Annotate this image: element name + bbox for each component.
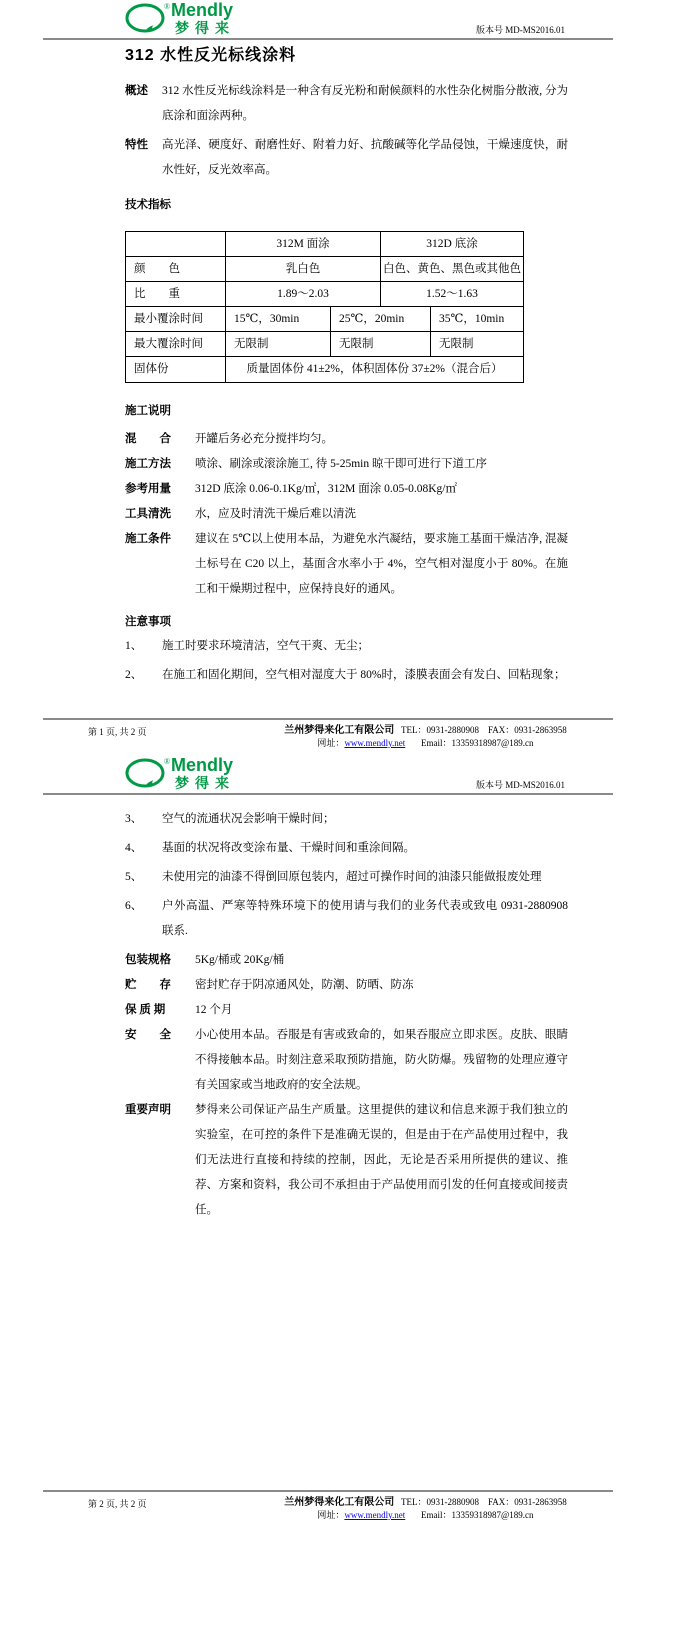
packaging-row (125, 948, 568, 973)
page-number: 第 2 页, 共 2 页 (88, 1499, 147, 1509)
website-link[interactable]: www.mendly.net (344, 1510, 406, 1520)
page-1 (0, 0, 687, 755)
tech-heading: 技术指标 (125, 199, 171, 211)
storage-row (125, 973, 568, 998)
overview-section (125, 79, 568, 129)
website-label: 网址： (317, 738, 345, 748)
mendly-logo (125, 0, 275, 36)
brand-name: Mendly (171, 0, 234, 20)
company-fax: FAX：0931-2863958 (487, 1497, 567, 1507)
max-recoat-15c: 无限制 (226, 332, 331, 356)
min-recoat-label: 最小覆涂时间 (126, 307, 226, 331)
solids-value: 质量固体份 41±2%，体积固体份 37±2%（混合后） (246, 363, 503, 375)
note-item-3 (125, 807, 568, 832)
notes-heading: 注意事项 (125, 616, 171, 628)
features-text: 高光泽、硬度好、耐磨性好、附着力好、抗酸碱等化学品侵蚀，干燥速度快，耐水性好，反光效率高。 (162, 139, 568, 176)
solids-label: 固体份 (126, 357, 226, 382)
shelf-life-row (125, 998, 568, 1023)
note-2-num: 2、 (125, 669, 143, 681)
header-col-312d: 312D 底涂 (426, 238, 478, 250)
tech-table (125, 231, 524, 383)
registered-mark: ® (164, 757, 171, 766)
storage-label: 贮 存 (125, 979, 171, 991)
brand-name-cn: 梦得来 (175, 22, 235, 36)
page-header (43, 0, 613, 38)
version-label: 版本号 MD-MS2016.01 (475, 25, 565, 35)
footer-rule (43, 1490, 613, 1492)
max-recoat-25c: 无限制 (331, 332, 431, 356)
note-4-text: 基面的状况将改变涂布量、干燥时间和重涂间隔。 (162, 842, 415, 854)
page-2 (0, 755, 687, 1638)
method-label: 施工方法 (125, 458, 171, 470)
note-item-5 (125, 865, 568, 890)
header-col-312m: 312M 面涂 (226, 232, 381, 256)
cleaning-text: 水，应及时清洗干燥后难以清洗 (195, 508, 356, 520)
mixing-label: 混 合 (125, 433, 171, 445)
page-header (43, 755, 613, 793)
email-value: 13359318987@189.cn (451, 1510, 534, 1520)
note-3-num: 3、 (125, 813, 143, 825)
overview-text: 312 水性反光标线涂料是一种含有反光粉和耐候颜料的水性杂化树脂分散液, 分为底涂和面涂两种。 (162, 85, 568, 122)
company-fax: FAX：0931-2863958 (487, 725, 567, 735)
brand-name-cn: 梦得来 (175, 777, 235, 791)
company-tel: TEL：0931-2880908 (400, 725, 479, 735)
storage-text: 密封贮存于阴凉通风处，防潮、防晒、防冻 (195, 979, 414, 991)
version-label: 版本号 MD-MS2016.01 (475, 780, 565, 790)
page-number: 第 1 页, 共 2 页 (88, 727, 147, 737)
method-text: 喷涂、刷涂或滚涂施工, 待 5-25min 晾干即可进行下道工序 (195, 458, 487, 470)
note-5-num: 5、 (125, 871, 143, 883)
table-row-min-recoat (126, 307, 523, 332)
mendly-logo (125, 755, 275, 791)
email-label: Email： (421, 738, 452, 748)
max-recoat-35c: 无限制 (439, 338, 474, 350)
brand-name: Mendly (171, 755, 234, 775)
note-5-text: 未使用完的油漆不得倒回原包装内，超过可操作时间的油漆只能做报废处理 (162, 871, 542, 883)
dosage-label: 参考用量 (125, 483, 171, 495)
overview-label: 概述 (125, 85, 148, 97)
header-rule (43, 793, 613, 795)
note-1-num: 1、 (125, 640, 143, 652)
registered-mark: ® (164, 2, 171, 11)
website-link[interactable]: www.mendly.net (344, 738, 406, 748)
features-label: 特性 (125, 139, 148, 151)
note-2-text: 在施工和固化期间，空气相对湿度大于 80%时，漆膜表面会有发白、回粘现象； (162, 669, 566, 681)
company-name: 兰州梦得来化工有限公司 (284, 725, 395, 736)
cleaning-label: 工具清洗 (125, 508, 171, 520)
header-empty-cell (126, 232, 226, 256)
table-row-gravity (126, 282, 523, 307)
gravity-312m: 1.89～2.03 (226, 282, 381, 306)
safety-row (125, 1023, 568, 1098)
safety-text: 小心使用本品。吞服是有害或致命的，如果吞服应立即求医。皮肤、眼睛不得接触本品。时刻注意采取预防措施，防火防爆。残留物的处理应遵守有关国家或当地政府的安全法规。 (195, 1029, 568, 1091)
note-item-6 (125, 894, 568, 944)
max-recoat-label: 最大覆涂时间 (126, 332, 226, 356)
min-recoat-25c: 25℃，20min (331, 307, 431, 331)
footer-rule (43, 718, 613, 720)
table-row-header (126, 232, 523, 257)
conditions-row (125, 527, 568, 602)
note-item-1 (125, 634, 568, 659)
page2-footer (43, 1490, 613, 1522)
safety-label: 安 全 (125, 1029, 171, 1041)
company-info (238, 724, 613, 750)
statement-label: 重要声明 (125, 1104, 171, 1116)
note-3-text: 空气的流通状况会影响干燥时间； (162, 813, 335, 825)
logo-ellipse-icon (127, 5, 163, 31)
color-312d: 白色、黄色、黑色或其他色 (383, 263, 521, 275)
packaging-label: 包装规格 (125, 954, 171, 966)
logo-ellipse-icon (127, 760, 163, 786)
header-rule (43, 38, 613, 40)
method-row (125, 452, 568, 477)
statement-text: 梦得来公司保证产品生产质量。这里提供的建议和信息来源于我们独立的实验室，在可控的条件下是准确无误的，但是由于在产品使用过程中，我们无法进行直接和持续的控制，因此，无论是否采用所提供的建议、推荐、方案和资料，我公司不承担由于产品使用而引发的任何直接或间接责任。 (195, 1104, 568, 1216)
email-label: Email： (421, 1510, 452, 1520)
note-1-text: 施工时要求环境清洁，空气干爽、无尘； (162, 640, 369, 652)
table-row-solids (126, 357, 523, 382)
company-name: 兰州梦得来化工有限公司 (284, 1497, 395, 1508)
gravity-label: 比 重 (126, 282, 226, 306)
min-recoat-15c: 15℃，30min (226, 307, 331, 331)
gravity-312d: 1.52～1.63 (426, 288, 478, 300)
color-label: 颜 色 (126, 257, 226, 281)
note-6-text: 户外高温、严寒等特殊环境下的使用请与我们的业务代表或致电 0931-2880908 联系. (162, 900, 568, 937)
packaging-text: 5Kg/桶或 20Kg/桶 (195, 954, 285, 966)
table-row-max-recoat (126, 332, 523, 357)
color-312m: 乳白色 (226, 257, 381, 281)
table-row-color (126, 257, 523, 282)
company-info (238, 1496, 613, 1522)
website-label: 网址： (317, 1510, 345, 1520)
conditions-text: 建议在 5℃以上使用本品，为避免水汽凝结，要求施工基面干燥洁净, 混凝土标号在 C20 以上，基面含水率小于 4%，空气相对湿度小于 80%。在施工和干燥期过程中，应保持良好的通风。 (195, 533, 568, 595)
dosage-row (125, 477, 568, 502)
mixing-row (125, 427, 568, 452)
doc-title: 312 水性反光标线涂料 (125, 47, 297, 64)
note-4-num: 4、 (125, 842, 143, 854)
dosage-text: 312D 底涂 0.06-0.1Kg/㎡，312M 面涂 0.05-0.08Kg/㎡ (195, 483, 457, 495)
min-recoat-35c: 35℃，10min (439, 313, 505, 325)
construction-heading: 施工说明 (125, 405, 171, 417)
company-tel: TEL：0931-2880908 (400, 1497, 479, 1507)
conditions-label: 施工条件 (125, 533, 171, 545)
shelf-life-label: 保 质 期 (125, 1004, 166, 1016)
shelf-life-text: 12 个月 (195, 1004, 233, 1016)
cleaning-row (125, 502, 568, 527)
statement-row (125, 1098, 568, 1223)
features-section (125, 133, 568, 183)
email-value: 13359318987@189.cn (451, 738, 534, 748)
note-item-2 (125, 663, 568, 688)
note-item-4 (125, 836, 568, 861)
page1-footer (43, 718, 613, 750)
note-6-num: 6、 (125, 900, 143, 912)
mixing-text: 开罐后务必充分搅拌均匀。 (195, 433, 333, 445)
